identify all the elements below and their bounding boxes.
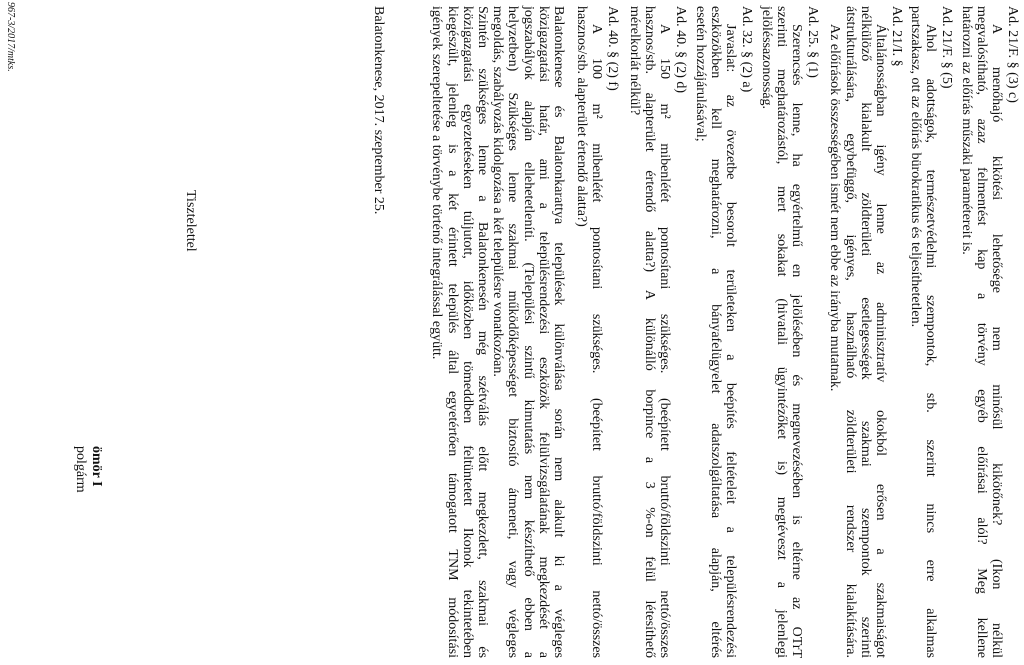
- body-line: Javaslat: az övezetbe besorolt területeken a beépítés feltételeit a településrendezési: [723, 24, 738, 658]
- closing-paragraph: [429, 6, 566, 658]
- body-line: eszközökben kell meghatározni, a bányafelügyelet adatszolgáltatása alapján, eltérés: [707, 6, 723, 658]
- section-heading: Ad. 40. § (2) d): [673, 6, 688, 94]
- greeting: Tisztelettel: [183, 190, 198, 252]
- body-line: megoldás, szabályozás kidolgozása a két településre vonatkozóan.: [490, 6, 506, 377]
- body-line: közigazgatási határ, ami a településrendezési eszközök felülvizsgálatának megkezdését a: [535, 6, 551, 658]
- section-body: [958, 6, 1004, 658]
- body-line: Általánosságban igény lenne az adminisztratív okokból erősen a szakmaiságot: [873, 24, 888, 658]
- body-line: helyzetben) Szükséges lenne szakmai működőképességet biztosító átmeneti, vagy végleges: [505, 6, 521, 658]
- body-line: szerinti meghatározástól, mert sokakat (hivatali ügyintézőket is) megtéveszt a jelenlegi: [773, 6, 789, 658]
- body-line: hasznos/stb. alapterület értendő alatta?): [573, 6, 589, 227]
- section-body: [907, 6, 938, 658]
- body-line: Az előírások összességében ismét nem ebbe az irányba mutatnak.: [827, 24, 843, 392]
- body-line: Ahol adottságok, természetvédelmi szempontok, stb. szerint nincs erre alkalmas: [923, 24, 938, 658]
- body-line: partszakasz, ott az előírás bürokratikus és teljesíthetetlen.: [907, 6, 923, 328]
- body-line: Szerencsés lenne, ha egyértelmű en jelölésében és megnevezésében is eltérne az OTrT: [789, 24, 804, 658]
- section-heading: Ad. 21/F. § (3) c): [1005, 6, 1020, 103]
- body-line: Balatonkenese és Balatonkarattya települések különválása során nem alakult ki a végleges: [551, 6, 566, 658]
- body-line: A menőhajó kikötési lehetősége nem minősül kikötőnek? (Ikon nélkül: [989, 24, 1004, 658]
- file-reference: 967-3/2017/mtks.: [5, 2, 16, 72]
- body-line: hasznos/stb. alapterület értendő alatta?) A különálló borpince a 3 %-on felül létesíthető: [641, 6, 657, 658]
- body-line: igények szerepeltetése a törvénybe történő integrálással együtt.: [429, 6, 445, 360]
- section-body: [827, 6, 888, 658]
- section-body: [573, 6, 604, 658]
- signature-title: polgárm: [73, 446, 88, 493]
- section-body: [758, 6, 804, 658]
- body-line: kiegészült, jelenleg is a két érintett település által egyetértően támogatott TNM módosítási: [444, 6, 460, 658]
- body-line: mérelkorlát nélkül?: [626, 6, 642, 116]
- body-line: jelöléssazonosság.: [758, 6, 774, 110]
- body-line: nélkülöző kialakult zöldterületi esetlegességek szakmai szempontok szerinti: [857, 6, 873, 658]
- section-heading: Ad. 25. § (1): [805, 6, 820, 78]
- section-heading: Ad. 21/F. § (5): [939, 6, 954, 89]
- place-and-date: Balatonkenese, 2017. szeptember 25.: [371, 6, 386, 215]
- body-line: átstrukturálására, egybefüggő, igényes, használható zöldterületi rendszer kialakítására.: [842, 6, 858, 658]
- body-line: esetén hozzájárulásával;: [692, 6, 708, 142]
- section-heading: Ad. 32. § (2) a): [739, 6, 754, 93]
- body-line: A 150 m² mibenlétét pontosítani szükséges. (beépített bruttó/földszinti nettó/összes: [657, 24, 672, 658]
- signature-name: ömör I: [89, 446, 104, 487]
- section-body: [626, 6, 672, 658]
- body-line: jogszabályok alapján ellehetetleníti. (Települési szintű kimutatás nem készíthető ebben a: [520, 6, 536, 658]
- body-line: közigazgatási egyeztetéseken túljutott, időközben tömeddben feltüntetett Ikonok tekintetében: [459, 6, 475, 658]
- body-line: A 100 m² mibenlétét pontosítani szükséges. (beépített bruttó/földszinti nettó/összes: [589, 24, 604, 658]
- body-line: megvalósítható, azaz felmentést kap a törvény egyéb előírásai alól? Meg kellene: [973, 6, 989, 658]
- body-line: Szintén szükséges lenne a Balatonkenesén még szétválás előtt megkezdett, szakmai és: [474, 6, 490, 658]
- section-heading: Ad. 21/I. §: [889, 6, 904, 67]
- section-body: [692, 6, 738, 658]
- section-heading: Ad. 40. § (2) f): [605, 6, 620, 91]
- body-line: határozni az előírás műszaki paramétereit is.: [958, 6, 974, 255]
